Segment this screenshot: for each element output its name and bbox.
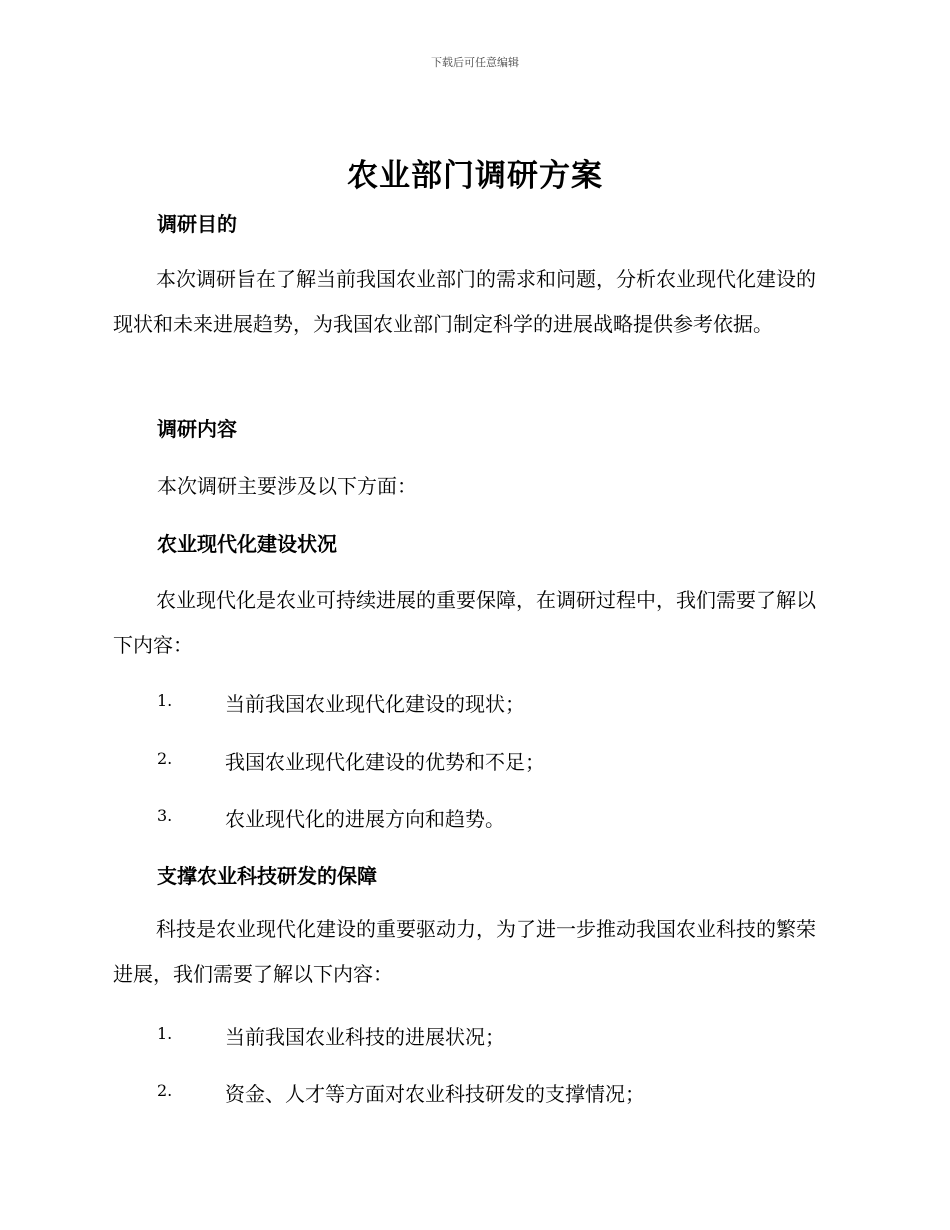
list-item-number: 1. [157, 691, 173, 710]
purpose-paragraph: 本次调研旨在了解当前我国农业部门的需求和问题，分析农业现代化建设的现状和未来进展趋势，为我国农业部门制定科学的进展战略提供参考依据。 [113, 267, 816, 336]
section-heading-content: 调研内容 [157, 417, 237, 441]
list-item-number: 1. [157, 1024, 173, 1043]
tech-support-paragraph: 科技是农业现代化建设的重要驱动力，为了进一步推动我国农业科技的繁荣进展，我们需要了解以下内容： [113, 917, 816, 986]
list-item-number: 3. [157, 806, 173, 825]
list-item-number: 2. [157, 749, 173, 768]
section-heading-purpose: 调研目的 [157, 212, 237, 236]
page-header-note: 下载后可任意编辑 [431, 56, 519, 69]
subsection-heading-tech-support: 支撑农业科技研发的保障 [157, 864, 377, 888]
list-item-text: 当前我国农业现代化建设的现状； [225, 692, 525, 716]
list-item-text: 我国农业现代化建设的优势和不足； [225, 750, 545, 774]
list-item-text: 农业现代化的进展方向和趋势。 [225, 807, 505, 831]
list-item-text: 当前我国农业科技的进展状况； [225, 1025, 505, 1049]
list-item-number: 2. [157, 1081, 173, 1100]
list-item-text: 资金、人才等方面对农业科技研发的支撑情况； [225, 1082, 645, 1106]
content-intro-paragraph: 本次调研主要涉及以下方面： [157, 474, 417, 498]
subsection-heading-modernization: 农业现代化建设状况 [157, 532, 337, 556]
document-title: 农业部门调研方案 [347, 158, 603, 194]
modernization-paragraph: 农业现代化是农业可持续进展的重要保障，在调研过程中，我们需要了解以下内容： [113, 588, 816, 657]
